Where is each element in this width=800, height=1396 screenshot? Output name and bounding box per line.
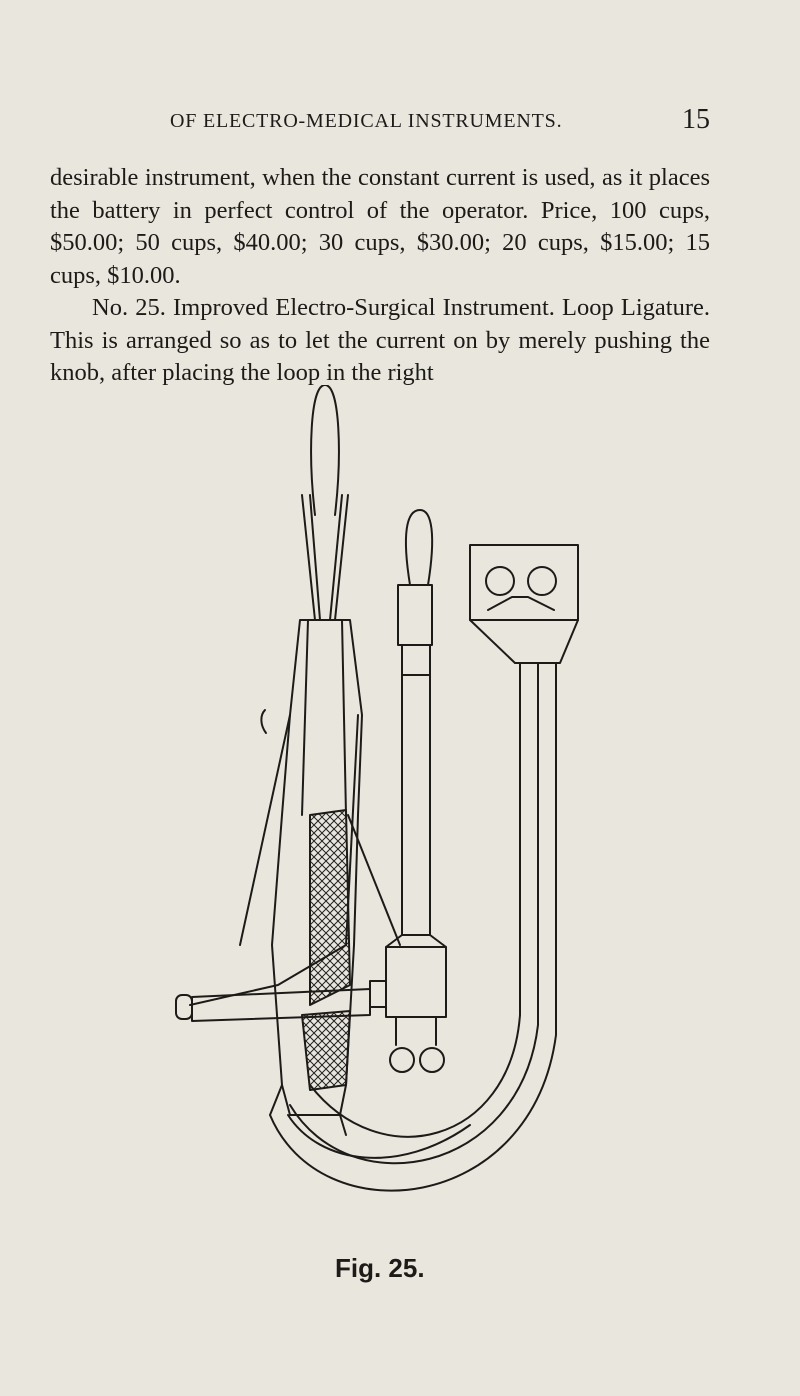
paragraph-no-25: No. 25. Improved Electro-Surgical Instrument. Loop Ligature. This is arranged so as to let the current on by merely pushing the knob, after placing the loop in the right [50, 294, 710, 386]
slide-rod [386, 510, 446, 1072]
paragraph-continued: desirable instrument, when the constant current is used, as it places the battery in perfect control of the operator. Price, 100 cups, $50.00; 50 cups, $40.00; 30 cups, $30.00; 20 cups, $15.00; 15 cups, $10.00. [50, 164, 710, 289]
body-text [50, 162, 710, 390]
page-number: 15 [682, 104, 710, 135]
connecting-wires [190, 715, 400, 1005]
knurled-grip [310, 810, 350, 1005]
knurled-collar [302, 1011, 350, 1090]
binding-posts [470, 545, 578, 620]
wire-loop [302, 385, 348, 620]
loop-ligature-illustration [170, 385, 590, 1245]
running-title: OF ELECTRO-MEDICAL INSTRUMENTS. [170, 110, 563, 132]
figure-caption: Fig. 25. [335, 1253, 425, 1283]
running-head [170, 104, 710, 140]
